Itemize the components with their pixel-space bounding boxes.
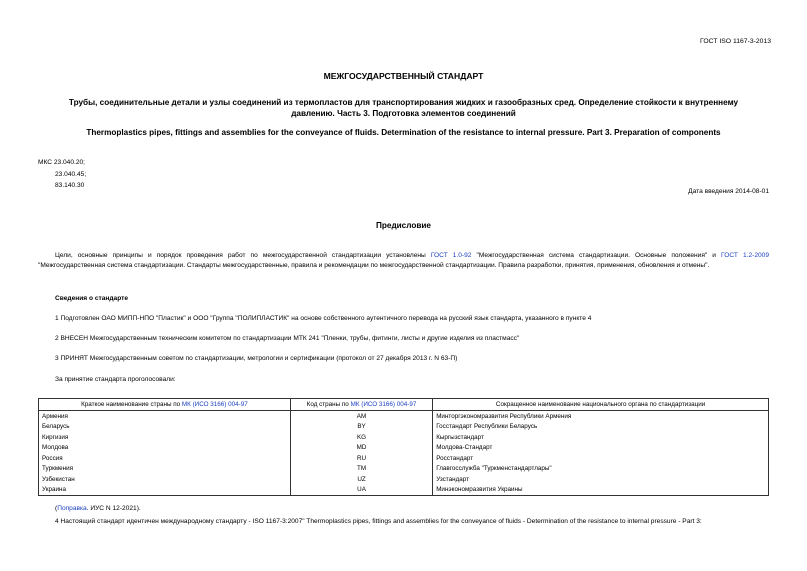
code-cell: RU <box>290 453 432 464</box>
gost-1-2-link[interactable]: ГОСТ 1.2-2009 <box>721 252 770 259</box>
header-country-text: Краткое наименование страны по <box>81 401 182 408</box>
table-row <box>39 411 769 422</box>
preface-paragraph <box>38 251 769 271</box>
document-id: ГОСТ ISO 1167-3-2013 <box>700 38 771 45</box>
preface-heading: Предисловие <box>376 221 431 230</box>
country-cell: Киргизия <box>39 432 291 443</box>
country-cell: Беларусь <box>39 422 291 433</box>
correction-note: (Поправка. ИУС N 12-2021). <box>55 505 141 512</box>
preface-text-c: "Межгосударственная система стандартизации. Стандарты межгосударственные, правила и рекомендации по межгосударственной стандартизации. Правила разработки, принятия, применения, обновления и отмены". <box>38 261 710 269</box>
country-cell: Молдова <box>39 443 291 454</box>
effective-date: Дата введения 2014-08-01 <box>688 188 769 195</box>
russian-title-line1: Трубы, соединительные детали и узлы соединений из термопластов для транспортирования жидких и газообразных сред. Определение стойкости к внутреннему <box>68 98 739 107</box>
russian-title <box>38 97 769 119</box>
table-row <box>39 464 769 475</box>
mk-iso-3166-code-link[interactable]: МК (ИСО 3166) 004-97 <box>350 401 417 408</box>
table-row <box>39 453 769 464</box>
russian-title-line2: давлению. Часть 3. Подготовка элементов соединений <box>291 109 516 119</box>
item-1: 1 Подготовлен ОАО МИПП-НПО "Пластик" и ООО "Группа "ПОЛИПЛАСТИК" на основе собственного аутентичного перевода на русский язык стандарта, указанного в пункте 4 <box>55 315 592 322</box>
country-cell: Узбекистан <box>39 474 291 485</box>
mks-code-3: 83.140.30 <box>55 182 85 190</box>
header-standards-body: Сокращенное наименование национального органа по стандартизации <box>433 399 769 411</box>
country-cell: Туркмения <box>39 464 291 475</box>
country-cell: Украина <box>39 485 291 496</box>
code-cell: KG <box>290 432 432 443</box>
country-cell: Армения <box>39 411 291 422</box>
mks-code-1: МКС 23.040.20; <box>38 159 86 166</box>
code-cell: MD <box>290 443 432 454</box>
item-2: 2 ВНЕСЕН Межгосударственным техническим комитетом по стандартизации МТК 241 "Пленки, трубы, фитинги, листы и другие изделия из пластмасс" <box>55 335 520 342</box>
body-cell: Минторгэкономразвития Республики Армения <box>433 411 769 422</box>
table-row <box>39 485 769 496</box>
standard-info-heading: Сведения о стандарте <box>55 295 129 302</box>
code-cell: TM <box>290 464 432 475</box>
table-row <box>39 432 769 443</box>
table-row <box>39 474 769 485</box>
body-cell: Молдова-Стандарт <box>433 443 769 454</box>
mks-code-2: 23.040.45; <box>55 170 87 178</box>
correction-text: . ИУС N 12-2021). <box>86 505 141 512</box>
code-cell: BY <box>290 422 432 433</box>
standard-type-title: МЕЖГОСУДАРСТВЕННЫЙ СТАНДАРТ <box>323 71 484 81</box>
correction-link[interactable]: Поправка <box>57 505 87 512</box>
body-cell: Росстандарт <box>433 453 769 464</box>
code-cell: UZ <box>290 474 432 485</box>
mks-codes <box>38 157 86 192</box>
table-row <box>39 422 769 433</box>
item-4: 4 Настоящий стандарт идентичен международному стандарту - ISO 1167-3:2007" Thermoplastics pipes, fittings and assemblies for the conveyance of fluids - Determination of the resistance to internal pressure - Part 3: <box>55 518 702 525</box>
body-cell: Госстандарт Республики Беларусь <box>433 422 769 433</box>
body-cell: Главгосслужба "Туркменстандартлары" <box>433 464 769 475</box>
header-country-name <box>39 399 291 411</box>
body-cell: Кыргызстандарт <box>433 432 769 443</box>
preface-text-b: "Межгосударственная система стандартизации. Основные положения" и <box>471 252 722 259</box>
voting-countries-table <box>38 398 769 496</box>
table-row <box>39 443 769 454</box>
header-code-text: Код страны по <box>306 401 351 408</box>
code-cell: UA <box>290 485 432 496</box>
gost-1-0-link[interactable]: ГОСТ 1.0-92 <box>430 252 472 259</box>
country-cell: Россия <box>39 453 291 464</box>
preface-text-a: Цели, основные принципы и порядок проведения работ по межгосударственной стандартизации установлены <box>55 252 431 259</box>
voted-label: За принятие стандарта проголосовали: <box>55 376 176 383</box>
table-header-row <box>39 399 769 411</box>
code-cell: AM <box>290 411 432 422</box>
body-cell: Минэкономразвития Украины <box>433 485 769 496</box>
header-country-code <box>290 399 432 411</box>
mk-iso-3166-link[interactable]: МК (ИСО 3166) 004-97 <box>181 401 248 408</box>
body-cell: Узстандарт <box>433 474 769 485</box>
item-3: 3 ПРИНЯТ Межгосударственным советом по стандартизации, метрологии и сертификации (протокол от 27 декабря 2013 г. N 63-П) <box>55 355 458 362</box>
english-title: Thermoplastics pipes, fittings and assemblies for the conveyance of fluids. Determination of the resistance to internal pressure. Part 3. Preparation of components <box>86 128 721 137</box>
